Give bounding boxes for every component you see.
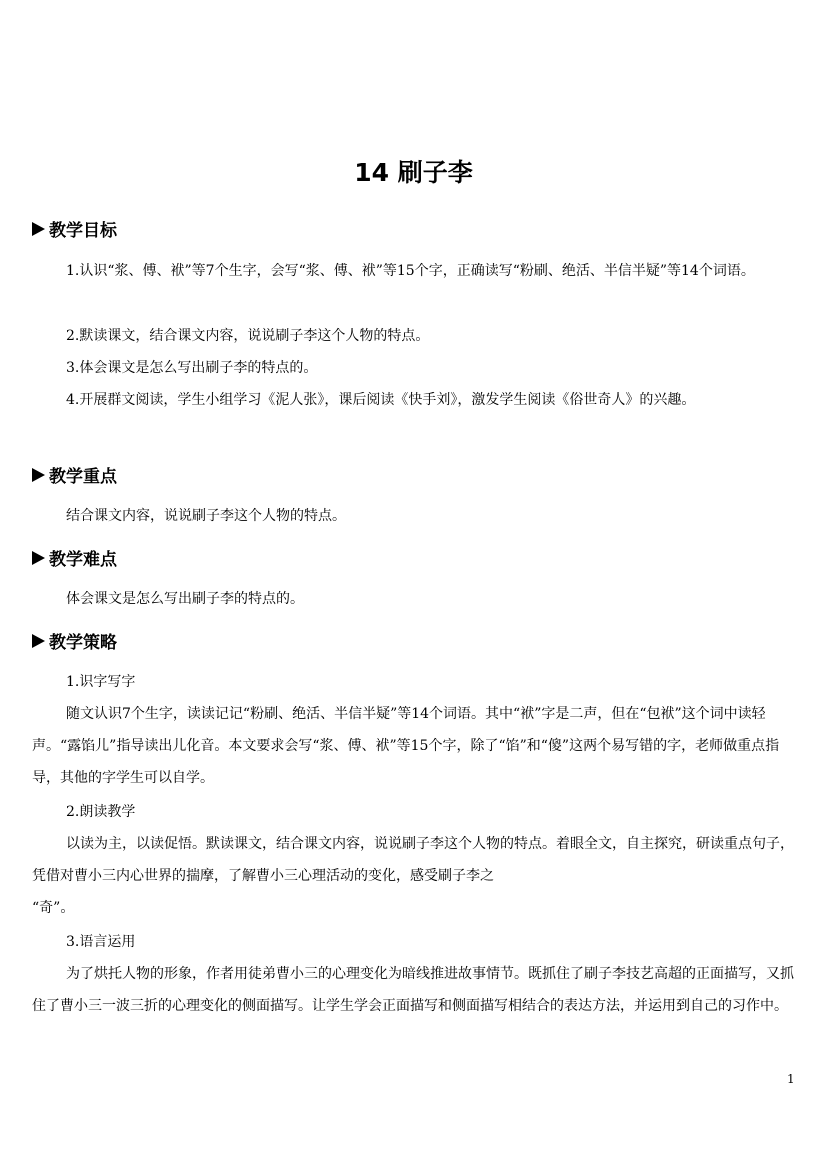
goal-item-2: 2.默读课文，结合课文内容，说说刷子李这个人物的特点。 bbox=[66, 328, 430, 344]
goal-item-4: 4.开展群文阅读，学生小组学习《泥人张》，课后阅读《快手刘》，激发学生阅读《俗世奇人》的兴趣。 bbox=[66, 392, 696, 408]
page-title: 14 刷子李 bbox=[354, 158, 473, 187]
triangle-bullet-icon bbox=[32, 222, 45, 236]
strategy-sub2-text: 以读为主，以读促悟。默读课文，结合课文内容，说说刷子李这个人物的特点。着眼全文，自主探究，研读重点句子，凭借对曹小三内心世界的揣摩，了解曹小三心理活动的变化，感受刷子李之 bbox=[32, 836, 794, 884]
section-heading-label: 教学策略 bbox=[49, 633, 117, 653]
section-heading-goals bbox=[32, 216, 117, 241]
section-heading-difficulties bbox=[32, 545, 117, 570]
strategy-sub3-text: 为了烘托人物的形象，作者用徒弟曹小三的心理变化为暗线推进故事情节。既抓住了刷子李技艺高超的正面描写，又抓住了曹小三一波三折的心理变化的侧面描写。让学生学会正面描写和侧面描写相结合的表达方法，并运用到自己的习作中。 bbox=[32, 966, 794, 1014]
section-heading-strategy bbox=[32, 628, 117, 653]
triangle-bullet-icon bbox=[32, 634, 45, 648]
section-heading-label: 教学目标 bbox=[49, 221, 117, 241]
difficulties-text: 体会课文是怎么写出刷子李的特点的。 bbox=[66, 591, 304, 607]
section-heading-label: 教学难点 bbox=[49, 550, 117, 570]
goal-item-3: 3.体会课文是怎么写出刷子李的特点的。 bbox=[66, 360, 318, 376]
section-heading-key-points bbox=[32, 462, 117, 487]
strategy-sub3-title: 3.语言运用 bbox=[66, 934, 136, 950]
section-heading-label: 教学重点 bbox=[49, 467, 117, 487]
strategy-sub2-text-end: “奇”。 bbox=[32, 900, 75, 916]
goal-item-1: 1.认识“浆、傅、袱”等7个生字，会写“浆、傅、袱”等15个字，正确读写“粉刷、绝活、半信半疑”等14个词语。 bbox=[66, 263, 755, 279]
strategy-sub1-title: 1.识字写字 bbox=[66, 674, 136, 690]
triangle-bullet-icon bbox=[32, 468, 45, 482]
strategy-sub1-text: 随文认识7个生字，读读记记“粉刷、绝活、半信半疑”等14个词语。其中“袱”字是二声，但在“包袱”这个词中读轻声。“露馅儿”指导读出儿化音。本文要求会写“浆、傅、袱”等15个字，除了“馅”和“傻”这两个易写错的字，老师做重点指导，其他的字学生可以自学。 bbox=[32, 706, 780, 786]
key-points-text: 结合课文内容，说说刷子李这个人物的特点。 bbox=[66, 508, 346, 524]
strategy-sub2-title: 2.朗读教学 bbox=[66, 804, 136, 820]
page-number: 1 bbox=[787, 1072, 795, 1086]
triangle-bullet-icon bbox=[32, 551, 45, 565]
